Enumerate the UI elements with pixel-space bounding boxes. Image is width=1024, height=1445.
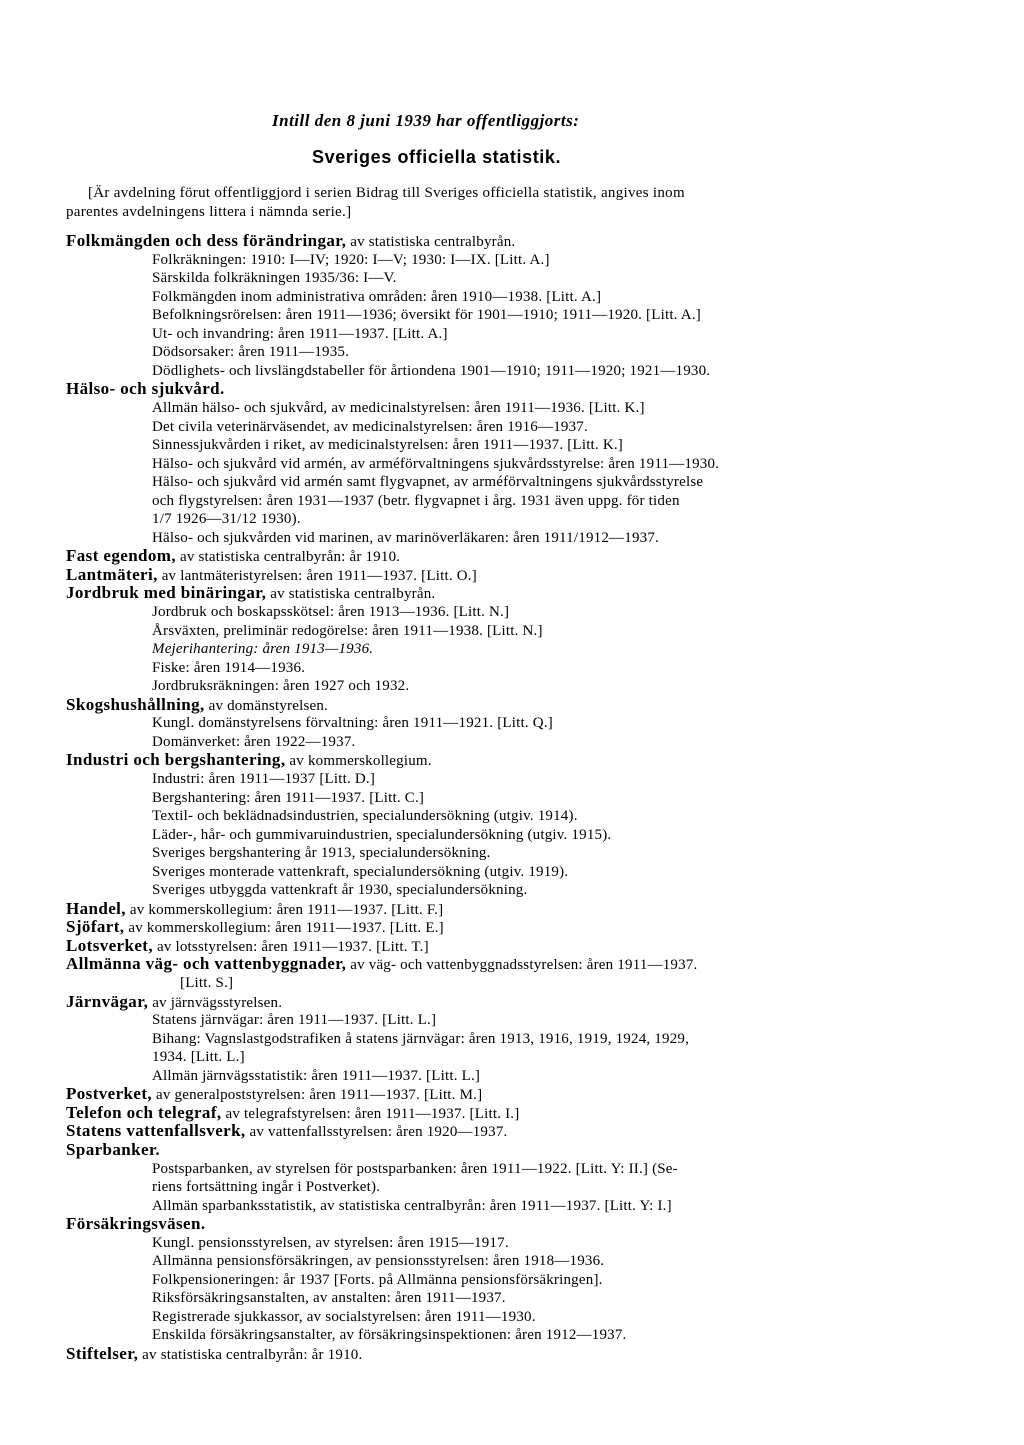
section-item: Läder-, hår- och gummivaruindustrien, specialundersökning (utgiv. 1915). <box>152 826 612 843</box>
section-item: riens fortsättning ingår i Postverket). <box>152 1179 381 1196</box>
section-item: Sinnessjukvården i riket, av medicinalstyrelsen: åren 1911—1937. [Litt. K.] <box>152 437 624 454</box>
section-item: Allmän järnvägsstatistik: åren 1911—1937. [Litt. L.] <box>152 1067 481 1084</box>
section-heading <box>66 547 400 566</box>
section-heading <box>66 1345 362 1364</box>
section-item: Domänverket: åren 1922—1937. <box>152 733 356 750</box>
section-title: Folkmängden och dess förändringar, <box>66 231 347 250</box>
section-description: av statistiska centralbyrån: år 1910. <box>176 549 401 566</box>
section-item: Kungl. pensionsstyrelsen, av styrelsen: åren 1915—1917. <box>152 1234 509 1251</box>
section-heading <box>66 751 432 770</box>
section-item: Särskilda folkräkningen 1935/36: I—V. <box>152 270 397 287</box>
note-line-1: [Är avdelning förut offentliggjord i serien Bidrag till Sveriges officiella statistik, angives inom <box>88 185 685 201</box>
section-heading <box>66 696 328 715</box>
section-title: Stiftelser, <box>66 1344 139 1363</box>
section-heading <box>66 1215 206 1234</box>
section-item: 1934. [Litt. L.] <box>152 1049 245 1066</box>
section-title: Lotsverket, <box>66 935 154 955</box>
section-heading <box>66 232 515 251</box>
section-item: Folkräkningen: 1910: I—IV; 1920: I—V; 1930: I—IX. [Litt. A.] <box>152 251 550 268</box>
section-item: och flygstyrelsen: åren 1931—1937 (betr. flygvapnet i årg. 1931 även uppg. för tiden <box>152 492 680 509</box>
section-item: Fiske: åren 1914—1936. <box>152 659 306 676</box>
section-description: av statistiska centralbyrån. <box>346 234 516 250</box>
note-line-2: parentes avdelningens littera i nämnda serie.] <box>66 204 352 220</box>
section-heading <box>66 584 435 603</box>
section-title: Järnvägar, <box>66 991 149 1011</box>
section-heading <box>66 900 443 919</box>
section-description: av järnvägsstyrelsen. <box>148 994 283 1011</box>
section-item: Ut- och invandring: åren 1911—1937. [Litt. A.] <box>152 325 448 342</box>
section-heading <box>66 1104 519 1123</box>
section-title: Skogshushållning, <box>66 694 205 714</box>
section-heading <box>66 1085 482 1104</box>
section-item: Dödlighets- och livslängdstabeller för årtiondena 1901—1910; 1911—1920; 1921—1930. <box>152 362 711 379</box>
section-heading <box>66 1122 507 1141</box>
section-heading <box>66 993 282 1012</box>
section-title: Allmänna väg- och vattenbyggnader, <box>66 954 347 974</box>
section-description: av vattenfallsstyrelsen: åren 1920—1937. <box>245 1124 508 1141</box>
section-item: Sveriges monterade vattenkraft, specialundersökning (utgiv. 1919). <box>152 863 569 880</box>
section-title: Industri och bergshantering, <box>66 750 286 770</box>
section-item: Enskilda försäkringsanstalter, av försäkringsinspektionen: åren 1912—1937. <box>152 1327 627 1344</box>
section-item: Mejerihantering: åren 1913—1936. <box>152 641 374 658</box>
section-title: Lantmäteri, <box>66 564 158 584</box>
section-title: Statens vattenfallsverk, <box>66 1121 246 1141</box>
section-item: Det civila veterinärväsendet, av medicinalstyrelsen: åren 1916—1937. <box>152 418 588 435</box>
section-item: [Litt. S.] <box>180 975 234 991</box>
section-item: Dödsorsaker: åren 1911—1935. <box>152 344 350 361</box>
section-heading <box>66 566 477 585</box>
section-title: Handel, <box>66 898 126 918</box>
section-heading <box>66 937 429 956</box>
section-item: Folkmängden inom administrativa områden: åren 1910—1938. [Litt. A.] <box>152 288 602 305</box>
section-heading <box>66 955 698 974</box>
section-description: av statistiska centralbyrån: år 1910. <box>138 1347 363 1363</box>
series-title: Sveriges officiella statistik. <box>312 147 562 167</box>
section-description: av statistiska centralbyrån. <box>266 586 436 603</box>
section-description: av lotsstyrelsen: åren 1911—1937. [Litt. T.] <box>153 938 429 955</box>
section-item: Hälso- och sjukvård vid armén samt flygvapnet, av arméförvaltningens sjukvårdsstyrelse <box>152 474 704 491</box>
section-item: Jordbruksräkningen: åren 1927 och 1932. <box>152 678 410 695</box>
top-heading: Intill den 8 juni 1939 har offentliggjorts: <box>272 111 580 130</box>
section-item: Kungl. domänstyrelsens förvaltning: åren 1911—1921. [Litt. Q.] <box>152 715 553 732</box>
section-item: Postsparbanken, av styrelsen för postsparbanken: åren 1911—1922. [Litt. Y: II.] (Se- <box>152 1160 678 1177</box>
section-item: Folkpensioneringen: år 1937 [Forts. på Allmänna pensionsförsäkringen]. <box>152 1271 603 1288</box>
section-description: av kommerskollegium. <box>285 753 432 770</box>
section-item: Industri: åren 1911—1937 [Litt. D.] <box>152 770 376 787</box>
section-item: Statens järnvägar: åren 1911—1937. [Litt. L.] <box>152 1012 437 1029</box>
section-title: Sjöfart, <box>66 917 125 937</box>
section-title: Fast egendom, <box>66 546 177 566</box>
section-item: Befolkningsrörelsen: åren 1911—1936; översikt för 1901—1910; 1911—1920. [Litt. A.] <box>152 307 701 324</box>
section-heading <box>66 918 444 937</box>
section-item: Bihang: Vagnslastgodstrafiken å statens järnvägar: åren 1913, 1916, 1919, 1924, 1929, <box>152 1030 690 1047</box>
section-item: 1/7 1926—31/12 1930). <box>152 511 301 528</box>
section-title: Hälso- och sjukvård. <box>66 379 225 399</box>
section-description: av väg- och vattenbyggnadsstyrelsen: åren 1911—1937. <box>346 957 698 974</box>
section-item: Riksförsäkringsanstalten, av anstalten: åren 1911—1937. <box>152 1290 506 1307</box>
section-item: Allmän hälso- och sjukvård, av medicinalstyrelsen: åren 1911—1936. [Litt. K.] <box>152 399 645 416</box>
section-title: Postverket, <box>66 1084 153 1104</box>
section-title: Försäkringsväsen. <box>66 1214 206 1234</box>
section-item: Allmän sparbanksstatistik, av statistiska centralbyrån: åren 1911—1937. [Litt. Y: I.] <box>152 1197 672 1214</box>
section-item: Årsväxten, preliminär redogörelse: åren 1911—1938. [Litt. N.] <box>152 622 543 639</box>
section-item: Registrerade sjukkassor, av socialstyrelsen: åren 1911—1930. <box>152 1308 536 1325</box>
section-item: Hälso- och sjukvård vid armén, av arméförvaltningens sjukvårdsstyrelse: åren 1911—1930. <box>152 455 720 472</box>
section-description: av telegrafstyrelsen: åren 1911—1937. [Litt. I.] <box>221 1105 520 1122</box>
section-item: Hälso- och sjukvården vid marinen, av marinöverläkaren: åren 1911/1912—1937. <box>152 529 659 546</box>
section-description: av kommerskollegium: åren 1911—1937. [Litt. F.] <box>125 901 444 918</box>
section-description: av domänstyrelsen. <box>204 697 328 714</box>
section-item: Bergshantering: åren 1911—1937. [Litt. C.] <box>152 789 425 806</box>
section-item: Textil- och beklädnadsindustrien, specialundersökning (utgiv. 1914). <box>152 808 578 825</box>
section-title: Jordbruk med binäringar, <box>66 583 267 603</box>
section-description: av lantmäteristyrelsen: åren 1911—1937. [Litt. O.] <box>157 567 477 584</box>
section-heading <box>66 380 225 399</box>
section-heading <box>66 1141 160 1160</box>
section-item: Sveriges utbyggda vattenkraft år 1930, specialundersökning. <box>152 882 528 899</box>
section-item: Jordbruk och boskapsskötsel: åren 1913—1936. [Litt. N.] <box>152 604 510 620</box>
section-description: av generalpoststyrelsen: åren 1911—1937. [Litt. M.] <box>152 1087 483 1104</box>
section-title: Telefon och telegraf, <box>66 1102 222 1122</box>
section-title: Sparbanker. <box>66 1139 160 1159</box>
section-description: av kommerskollegium: åren 1911—1937. [Litt. E.] <box>124 920 444 937</box>
section-item: Sveriges bergshantering år 1913, specialundersökning. <box>152 845 491 862</box>
section-item: Allmänna pensionsförsäkringen, av pensionsstyrelsen: åren 1918—1936. <box>152 1253 605 1270</box>
